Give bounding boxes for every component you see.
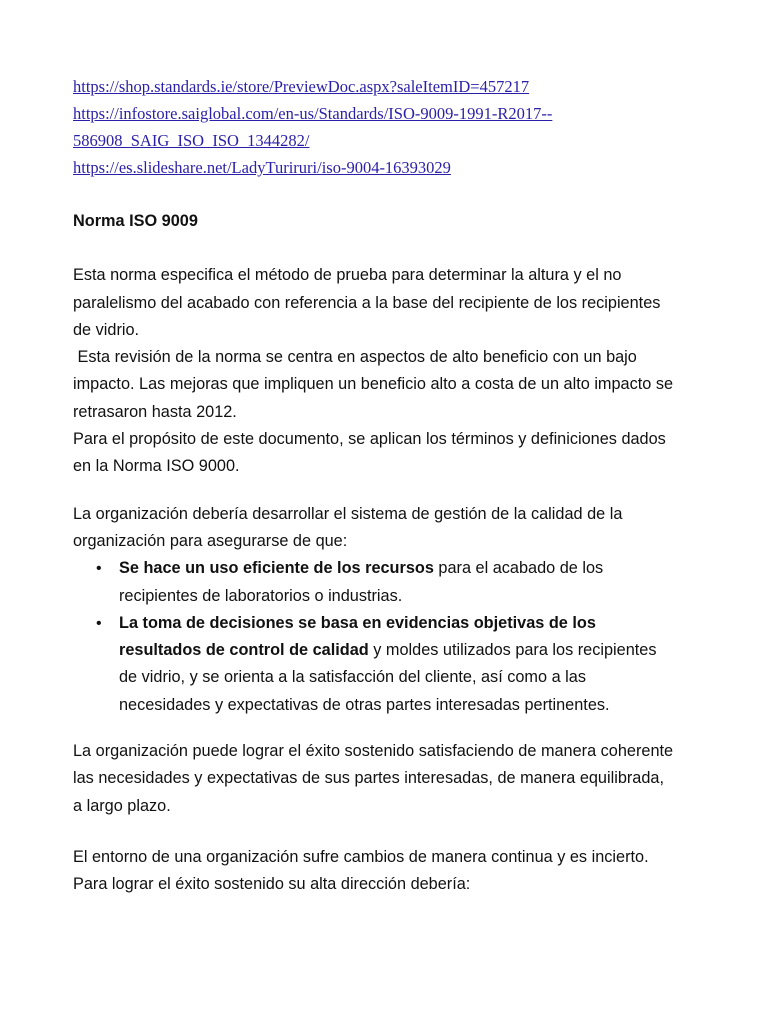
organization-line: La organización debería desarrollar el sistema de gestión de la calidad de la <box>73 504 623 523</box>
reference-link-slideshare[interactable]: https://es.slideshare.net/LadyTuriruri/iso-9004-16393029 <box>73 158 451 177</box>
intro-line: de vidrio. <box>73 320 140 339</box>
organization-paragraph <box>73 501 708 719</box>
environment-line: El entorno de una organización sufre cambios de manera continua y es incierto. <box>73 847 649 866</box>
reference-link-shop-standards[interactable]: https://shop.standards.ie/store/PreviewDoc.aspx?saleItemID=457217 <box>73 77 530 96</box>
intro-line: en la Norma ISO 9000. <box>73 457 240 476</box>
environment-line: Para lograr el éxito sostenido su alta dirección debería: <box>73 875 471 894</box>
intro-line: Para el propósito de este documento, se aplican los términos y definiciones dados <box>73 430 666 449</box>
reference-link-saiglobal-continued[interactable]: 586908_SAIG_ISO_ISO_1344282/ <box>73 131 310 150</box>
organization-line: organización para asegurarse de que: <box>73 531 348 550</box>
intro-line: paralelismo del acabado con referencia a la base del recipiente de los recipientes <box>73 293 661 312</box>
bullet-icon: • <box>96 614 102 632</box>
success-line: a largo plazo. <box>73 796 171 815</box>
intro-line: Esta norma especifica el método de prueba para determinar la altura y el no <box>73 266 622 285</box>
bullet-text: y moldes utilizados para los recipientes <box>368 641 657 660</box>
section-heading: Norma ISO 9009 <box>73 212 198 230</box>
intro-line: retrasaron hasta 2012. <box>73 402 237 421</box>
bullet-bold-text: resultados de control de calidad <box>119 641 369 660</box>
bullet-line: necesidades y expectativas de otras partes interesadas pertinentes. <box>119 695 610 714</box>
bullet-line: recipientes de laboratorios o industrias. <box>119 586 403 605</box>
bullet-icon: • <box>96 560 102 578</box>
success-line: La organización puede lograr el éxito sostenido satisfaciendo de manera coherente <box>73 742 674 761</box>
bullet-bold-text: La toma de decisiones se basa en evidencias objetivas de los <box>119 613 596 632</box>
bullet-bold-text: Se hace un uso eficiente de los recursos <box>119 559 434 578</box>
success-line: las necesidades y expectativas de sus partes interesadas, de manera equilibrada, <box>73 769 664 788</box>
intro-line: Esta revisión de la norma se centra en aspectos de alto beneficio con un bajo <box>73 348 637 367</box>
list-item <box>73 555 708 610</box>
bullet-line <box>119 555 708 582</box>
intro-line: impacto. Las mejoras que impliquen un beneficio alto a costa de un alto impacto se <box>73 375 674 394</box>
intro-paragraph <box>73 262 708 480</box>
bullet-line: de vidrio, y se orienta a la satisfacción del cliente, así como a las <box>119 668 586 687</box>
bullet-text: para el acabado de los <box>433 559 604 578</box>
environment-paragraph <box>73 844 708 899</box>
success-paragraph <box>73 738 708 820</box>
list-item <box>73 610 708 719</box>
reference-link-saiglobal[interactable]: https://infostore.saiglobal.com/en-us/Standards/ISO-9009-1991-R2017-- <box>73 104 553 123</box>
bullet-line <box>119 637 708 664</box>
organization-bullet-list <box>73 555 708 719</box>
reference-links <box>73 73 708 181</box>
